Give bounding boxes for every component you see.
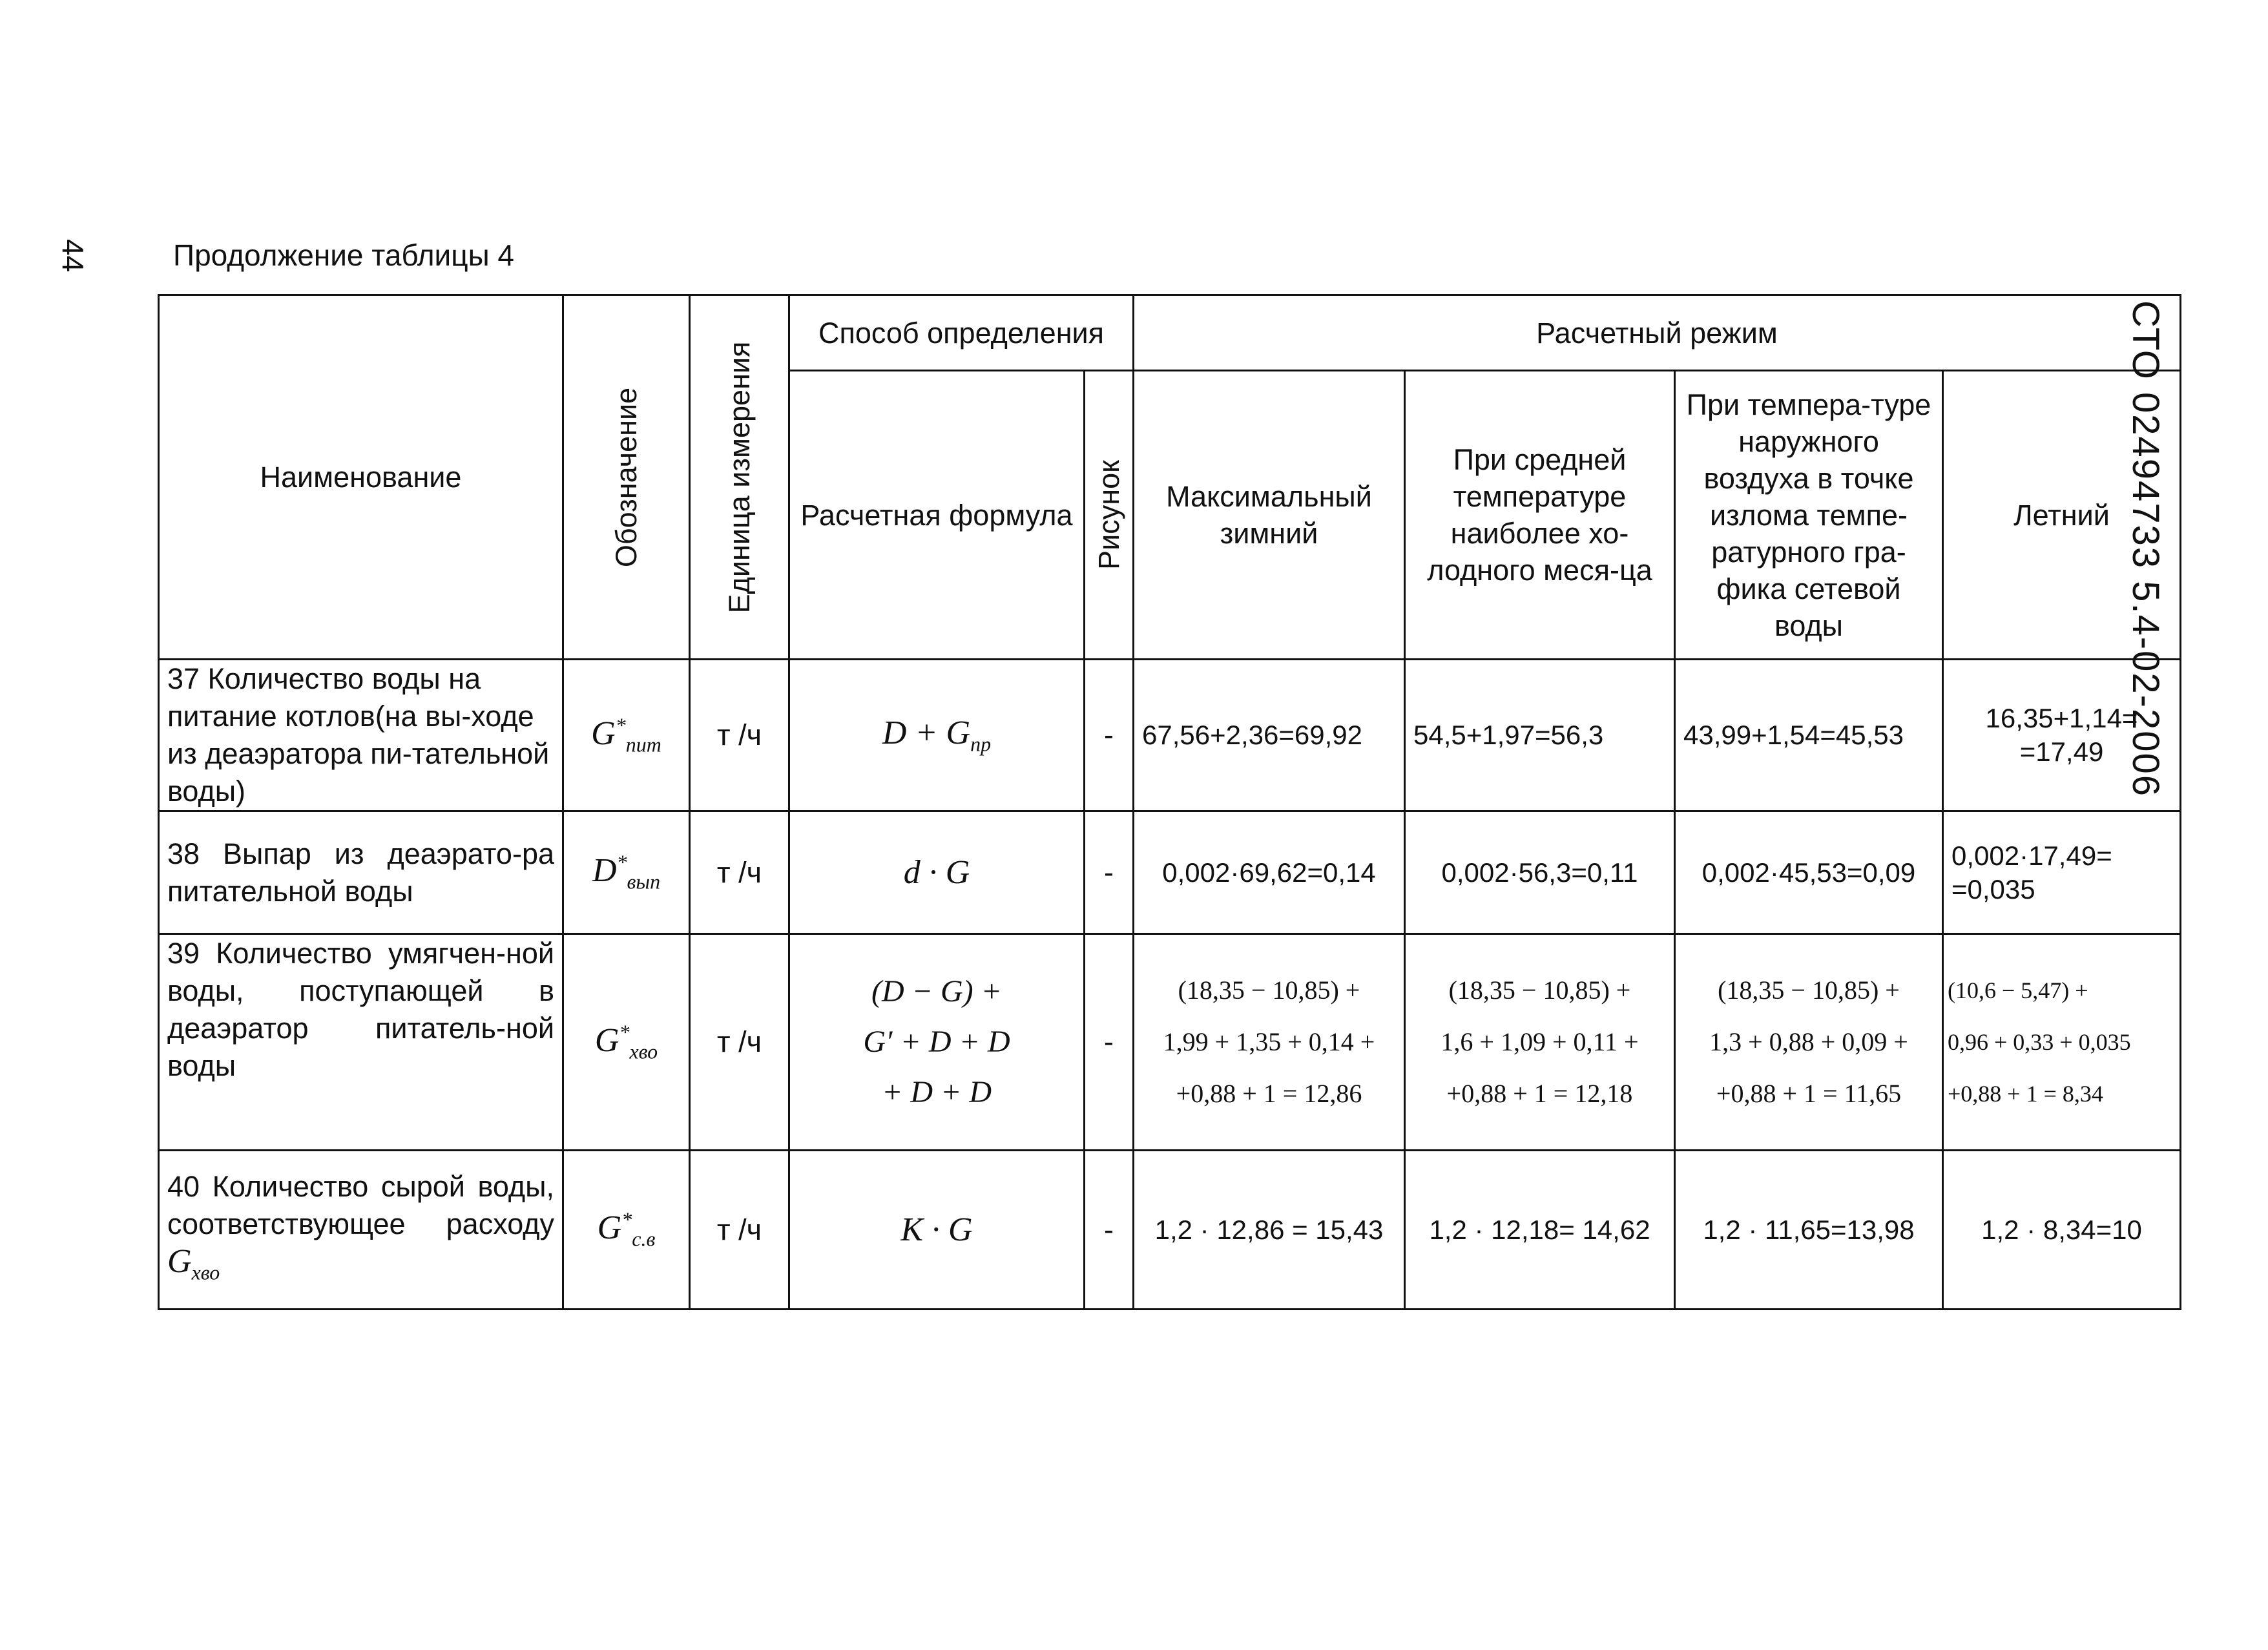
- row-summer: 16,35+1,14= =17,49: [1943, 660, 2181, 811]
- row-break-point: 43,99+1,54=45,53: [1675, 660, 1943, 811]
- table-row: [159, 1151, 2181, 1310]
- row-symbol: $G^*_{пит}$: [563, 660, 690, 811]
- document-code: СТО 02494733 5.4-02-2006: [2125, 300, 2167, 797]
- row-formula: (D − G) + G′ + D + D + D + D: [789, 934, 1085, 1151]
- row-name: 38 Выпар из деаэрато-ра питательной воды: [159, 811, 563, 934]
- row-symbol: $G^*_{с.в}$: [563, 1151, 690, 1310]
- table-row: [159, 660, 2181, 811]
- row-unit: т /ч: [690, 934, 789, 1151]
- row-formula: K · G: [789, 1151, 1085, 1310]
- row-name: 40 Количество сырой воды, соответствующее расходу $G_{хво}$: [159, 1151, 563, 1310]
- header-max-winter: Максимальный зимний: [1134, 371, 1405, 660]
- row-avg-cold: 0,002·56,3=0,11: [1405, 811, 1675, 934]
- row-symbol: $D^*_{вып}$: [563, 811, 690, 934]
- header-break-point: При темпера-туре наружного воздуха в точке излома темпе-ратурного гра-фика сетевой воды: [1675, 371, 1943, 660]
- row-max-winter: 0,002·69,62=0,14: [1134, 811, 1405, 934]
- header-name: Наименование: [159, 295, 563, 660]
- page-number: 44: [56, 239, 90, 273]
- table-row: [159, 811, 2181, 934]
- row-break-point: 1,2 · 11,65=13,98: [1675, 1151, 1943, 1310]
- row-summer: 1,2 · 8,34=10: [1943, 1151, 2181, 1310]
- row-formula: $D + G_{пр}$: [789, 660, 1085, 811]
- row-unit: т /ч: [690, 1151, 789, 1310]
- row-max-winter: 1,2 · 12,86 = 15,43: [1134, 1151, 1405, 1310]
- header-designation: Обозначение: [563, 295, 690, 660]
- header-method: Способ определения: [789, 295, 1134, 371]
- row-figure: -: [1085, 811, 1134, 934]
- row-symbol: $G^*_{хво}$: [563, 934, 690, 1151]
- row-figure: -: [1085, 660, 1134, 811]
- row-figure: -: [1085, 1151, 1134, 1310]
- row-summer: (10,6 − 5,47) + 0,96 + 0,33 + 0,035 +0,88 + 1 = 8,34: [1943, 934, 2181, 1151]
- row-break-point: (18,35 − 10,85) + 1,3 + 0,88 + 0,09 + +0,88 + 1 = 11,65: [1675, 934, 1943, 1151]
- table-row: [159, 934, 2181, 1151]
- row-name: 37 Количество воды на питание котлов(на вы-ходе из деаэратора пи-тательной воды): [159, 660, 563, 811]
- header-avg-cold: При средней температуре наиболее хо-лодного меся-ца: [1405, 371, 1675, 660]
- row-break-point: 0,002·45,53=0,09: [1675, 811, 1943, 934]
- row-summer: 0,002·17,49= =0,035: [1943, 811, 2181, 934]
- row-max-winter: 67,56+2,36=69,92: [1134, 660, 1405, 811]
- table-continuation-caption: Продолжение таблицы 4: [173, 238, 515, 272]
- header-formula: Расчетная формула: [789, 371, 1085, 660]
- header-mode: Расчетный режим: [1134, 295, 2181, 371]
- header-row-1: [159, 295, 2181, 371]
- row-avg-cold: (18,35 − 10,85) + 1,6 + 1,09 + 0,11 + +0,88 + 1 = 12,18: [1405, 934, 1675, 1151]
- row-figure: -: [1085, 934, 1134, 1151]
- row-max-winter: (18,35 − 10,85) + 1,99 + 1,35 + 0,14 + +0,88 + 1 = 12,86: [1134, 934, 1405, 1151]
- row-avg-cold: 1,2 · 12,18= 14,62: [1405, 1151, 1675, 1310]
- row-avg-cold: 54,5+1,97=56,3: [1405, 660, 1675, 811]
- header-figure: Рисунок: [1085, 371, 1134, 660]
- header-summer: Летний: [1943, 371, 2181, 660]
- row-unit: т /ч: [690, 811, 789, 934]
- row-unit: т /ч: [690, 660, 789, 811]
- data-table: [158, 294, 2181, 1310]
- row-formula: d · G: [789, 811, 1085, 934]
- row-name: 39 Количество умягчен-ной воды, поступающей в деаэратор питатель-ной воды: [159, 934, 563, 1151]
- row-name-symbol: $G_{хво}$: [167, 1243, 220, 1284]
- header-unit: Единица измерения: [690, 295, 789, 660]
